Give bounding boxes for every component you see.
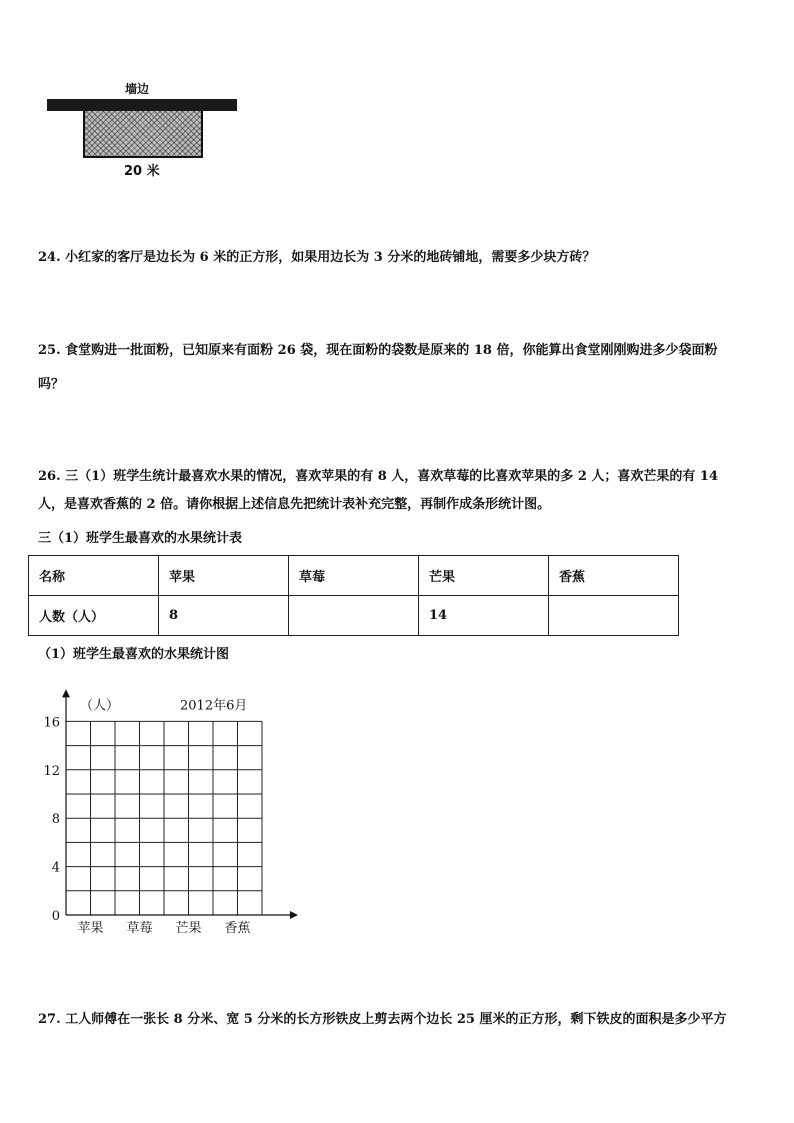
dimension-label: 20 米	[124, 164, 160, 179]
x-tick-label: 芒果	[175, 921, 202, 936]
table-row	[29, 596, 679, 636]
question-26	[38, 463, 768, 519]
table-cell: 14	[419, 596, 549, 636]
x-tick-label: 香蕉	[224, 921, 251, 936]
question-text: 工人师傅在一张长 8 分米、宽 5 分米的长方形铁皮上剪去两个边长 25 厘米的正方形，剩下铁皮的面积是多少平方	[65, 1012, 727, 1027]
question-text-line1: 食堂购进一批面粉，已知原来有面粉 26 袋，现在面粉的袋数是原来的 18 倍，你能算出食堂刚刚购进多少袋面粉	[65, 343, 718, 358]
y-axis-arrow	[62, 689, 70, 697]
table-cell: 香蕉	[549, 556, 679, 596]
y-axis-label: （人）	[80, 698, 120, 714]
x-tick-label: 草莓	[126, 921, 153, 936]
y-tick-label: 8	[51, 812, 60, 828]
question-text-line1: 三（1）班学生统计最喜欢水果的情况，喜欢苹果的有 8 人，喜欢草莓的比喜欢苹果的多 2 人；喜欢芒果的有 14	[65, 469, 719, 484]
question-number: 24.	[38, 250, 61, 265]
question-25	[38, 337, 768, 399]
question-number: 25.	[38, 343, 61, 358]
fenced-plot-diagram	[83, 111, 203, 158]
y-tick-label: 12	[43, 763, 60, 779]
question-number: 27.	[38, 1012, 61, 1027]
chart-subtitle: 2012年6月	[180, 698, 248, 714]
table-cell: 名称	[29, 556, 159, 596]
table-cell: 8	[159, 596, 289, 636]
bar-chart-grid	[30, 685, 320, 945]
table-cell: 草莓	[289, 556, 419, 596]
x-tick-label: 苹果	[77, 921, 104, 936]
question-text: 小红家的客厅是边长为 6 米的正方形，如果用边长为 3 分米的地砖铺地，需要多少块方砖？	[65, 250, 596, 265]
y-tick-label: 0	[51, 909, 60, 924]
y-tick-label: 16	[43, 715, 60, 731]
y-tick-label: 4	[51, 860, 60, 876]
table-cell-blank[interactable]	[289, 596, 419, 636]
table-cell: 芒果	[419, 556, 549, 596]
table-header-row	[29, 556, 679, 596]
wall-bar	[47, 99, 237, 111]
table-cell-blank[interactable]	[549, 596, 679, 636]
question-24	[38, 244, 595, 272]
question-number: 26.	[38, 469, 61, 484]
wall-label: 墙边	[125, 82, 150, 96]
table-cell: 人数（人）	[29, 596, 159, 636]
fruit-stats-table	[28, 555, 679, 636]
question-text-line2: 人，是喜欢香蕉的 2 倍。请你根据上述信息先把统计表补充完整，再制作成条形统计图。	[38, 497, 551, 512]
question-text-line2: 吗？	[38, 377, 65, 392]
table-cell: 苹果	[159, 556, 289, 596]
table-title: 三（1）班学生最喜欢的水果统计表	[38, 531, 243, 546]
x-axis-arrow	[290, 911, 298, 919]
question-27	[38, 1006, 778, 1034]
chart-title: （1）班学生最喜欢的水果统计图	[38, 647, 230, 662]
